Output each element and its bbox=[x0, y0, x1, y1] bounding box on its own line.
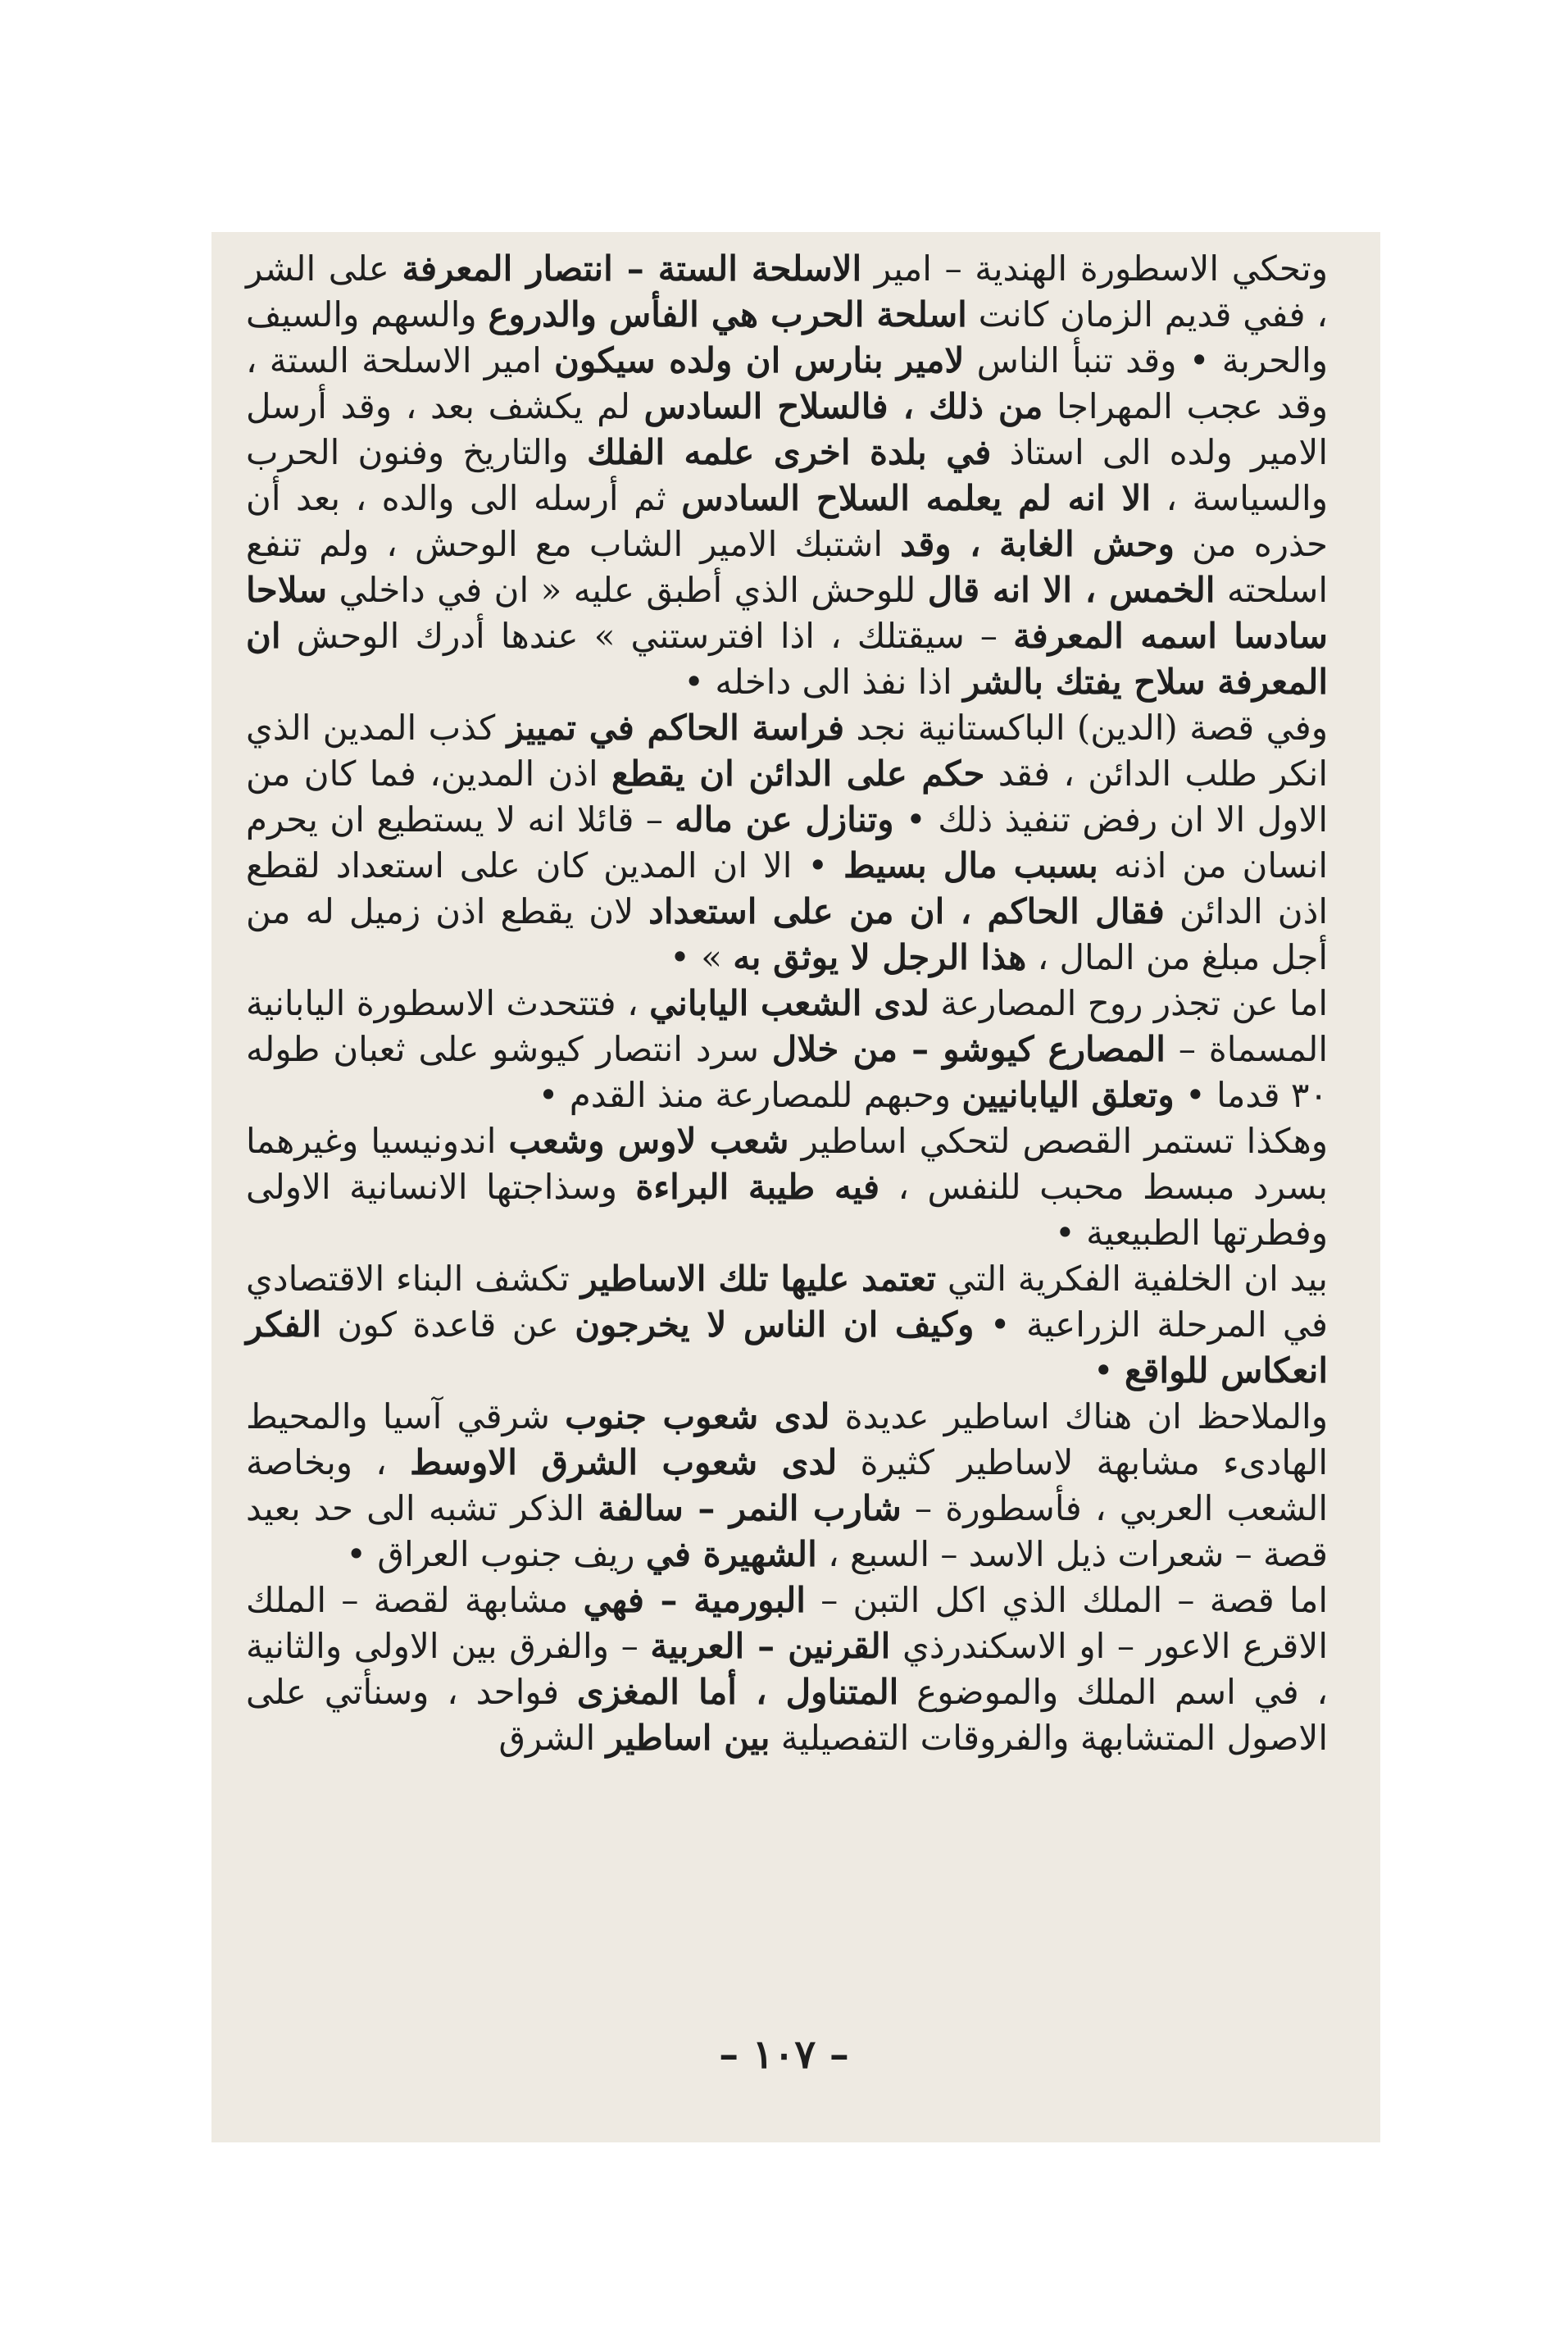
paragraph bbox=[246, 1256, 1328, 1394]
bold-text-segment: الشهيرة في bbox=[645, 1534, 817, 1574]
text-segment: للوحش الذي أطبق عليه « ان في داخلي bbox=[327, 570, 928, 610]
text-segment: امير الاسلحة الستة ، وقد عجب المهراجا bbox=[246, 340, 1328, 426]
text-segment: وفي قصة (الدين) الباكستانية نجد bbox=[844, 708, 1328, 748]
bold-text-segment: الفكر انعكاس للواقع bbox=[246, 1304, 1328, 1391]
bold-text-segment: من ذلك ، فالسلاح السادس bbox=[643, 386, 1043, 426]
paragraph bbox=[246, 1118, 1328, 1256]
text-segment: مشابهة لقصة – الملك الاقرع الاعور – او الاسكندرذي bbox=[246, 1580, 1328, 1666]
bold-text-segment: شارب النمر – سالفة bbox=[598, 1488, 902, 1528]
paragraph bbox=[246, 1577, 1328, 1761]
bold-text-segment: وتعلق اليابانيين bbox=[961, 1075, 1175, 1115]
text-segment: كذب المدين الذي انكر طلب الدائن ، فقد bbox=[246, 708, 1328, 794]
bold-text-segment: في بلدة اخرى علمه الفلك bbox=[586, 432, 992, 472]
text-segment: • الا ان المدين كان على استعداد لقطع اذن الدائن bbox=[246, 845, 1329, 931]
text-segment: الذكر تشبه الى حد بعيد قصة – شعرات ذيل الاسد – السبع ، bbox=[246, 1488, 1328, 1574]
text-segment: – قائلا انه لا يستطيع ان يحرم انسان من اذنه bbox=[246, 799, 1328, 885]
bold-text-segment: شعب لاوس وشعب bbox=[508, 1121, 789, 1161]
paragraph bbox=[246, 981, 1328, 1118]
text-segment: ريف جنوب العراق • bbox=[346, 1534, 646, 1574]
bold-text-segment: فقال الحاكم ، ان من على استعداد bbox=[648, 891, 1165, 931]
text-segment: اذا نفذ الى داخله • bbox=[684, 662, 964, 702]
bold-text-segment: الا انه لم يعلمه السلاح السادس bbox=[681, 478, 1151, 518]
text-segment: وتحكي الاسطورة الهندية – امير bbox=[861, 248, 1329, 289]
bold-text-segment: الخمس ، الا انه قال bbox=[927, 570, 1216, 610]
text-segment: تكشف البناء الاقتصادي في المرحلة الزراعية • bbox=[246, 1259, 1328, 1345]
bold-text-segment: المصارع كيوشو – من خلال bbox=[771, 1029, 1166, 1069]
paragraph bbox=[246, 1394, 1328, 1577]
text-segment: على الشر ، ففي قديم الزمان كانت bbox=[246, 248, 1328, 335]
bold-text-segment: بسبب مال بسيط bbox=[843, 845, 1098, 885]
text-segment: اشتبك الامير الشاب مع الوحش ، ولم تنفع اسلحته bbox=[246, 524, 1328, 610]
text-segment: لان يقطع اذن زميل له من أجل مبلغ من المال ، bbox=[246, 891, 1328, 977]
text-segment: والتاريخ وفنون الحرب والسياسة ، bbox=[246, 432, 1328, 518]
text-segment: اندونيسيا وغيرهما بسرد مبسط محبب للنفس ، bbox=[246, 1121, 1328, 1207]
text-segment: اذن المدين، فما كان من الاول الا ان رفض تنفيذ ذلك • bbox=[246, 753, 1328, 840]
text-segment: وحبهم للمصارعة منذ القدم • bbox=[538, 1075, 962, 1115]
text-segment: وسذاجتها الانسانية الاولى وفطرتها الطبيعية • bbox=[246, 1167, 1328, 1253]
bold-text-segment: ان المعرفة سلاح يفتك بالشر bbox=[246, 616, 1328, 702]
bold-text-segment: اسلحة الحرب هي الفأس والدروع bbox=[488, 294, 967, 335]
text-segment: » • bbox=[670, 937, 734, 977]
bold-text-segment: وكيف ان الناس لا يخرجون bbox=[575, 1304, 975, 1345]
text-segment: الشرق bbox=[498, 1718, 607, 1758]
text-segment: بيد ان الخلفية الفكرية التي bbox=[936, 1259, 1328, 1299]
bold-text-segment: بين اساطير bbox=[606, 1718, 770, 1758]
page-number: – ١٠٧ – bbox=[719, 2032, 849, 2078]
bold-text-segment: لدى شعوب جنوب bbox=[565, 1396, 830, 1436]
bold-text-segment: المتناول ، أما المغزى bbox=[576, 1672, 899, 1712]
bold-text-segment: هذا الرجل لا يوثق به bbox=[733, 937, 1027, 977]
bold-text-segment: فيه طيبة البراءة bbox=[635, 1167, 880, 1207]
body-text bbox=[246, 246, 1328, 1761]
bold-text-segment: البورمية – فهي bbox=[583, 1580, 806, 1620]
text-segment: شرقي آسيا والمحيط الهادىء مشابهة لاساطير كثيرة bbox=[246, 1396, 1328, 1482]
bold-text-segment: وحش الغابة ، وقد bbox=[900, 524, 1175, 564]
text-segment: والسهم والسيف والحربة • وقد تنبأ الناس bbox=[246, 294, 1328, 380]
text-segment: اما قصة – الملك الذي اكل التبن – bbox=[805, 1580, 1328, 1620]
text-segment: لم يكشف بعد ، وقد أرسل الامير ولده الى استاذ bbox=[246, 386, 1328, 472]
bold-text-segment: تعتمد عليها تلك الاساطير bbox=[580, 1259, 937, 1299]
text-segment: عن قاعدة كون bbox=[321, 1304, 575, 1345]
text-segment: – والفرق بين الاولى والثانية ، في اسم الملك والموضوع bbox=[246, 1626, 1329, 1712]
text-segment: ، فتتحدث الاسطورة اليابانية المسماة – bbox=[246, 983, 1329, 1069]
bold-text-segment: حكم على الدائن ان يقطع bbox=[611, 753, 985, 794]
text-segment: والملاحظ ان هناك اساطير عديدة bbox=[829, 1396, 1328, 1436]
text-segment: ثم أرسله الى والده ، بعد أن حذره من bbox=[246, 478, 1328, 564]
text-segment: – سيقتلك ، اذا افترستني » عندها أدرك الوحش bbox=[280, 616, 1014, 656]
text-segment: فواحد ، وسنأتي على الاصول المتشابهة والفروقات التفصيلية bbox=[246, 1672, 1328, 1758]
paragraph bbox=[246, 246, 1328, 705]
bold-text-segment: وتنازل عن ماله bbox=[675, 799, 894, 840]
text-segment: اما عن تجذر روح المصارعة bbox=[929, 983, 1328, 1023]
text-segment: وهكذا تستمر القصص لتحكي اساطير bbox=[789, 1121, 1329, 1161]
bold-text-segment: لامير بنارس ان ولده سيكون bbox=[554, 340, 965, 380]
bold-text-segment: لدى شعوب الشرق الاوسط bbox=[409, 1442, 838, 1482]
bold-text-segment: لدى الشعب الياباني bbox=[649, 983, 929, 1023]
paragraph bbox=[246, 705, 1328, 981]
text-segment: سرد انتصار كيوشو على ثعبان طوله ٣٠ قدما • bbox=[246, 1029, 1328, 1115]
bold-text-segment: الاسلحة الستة – انتصار المعرفة bbox=[402, 248, 862, 289]
bold-text-segment: فراسة الحاكم في تمييز bbox=[507, 708, 845, 748]
text-segment: • bbox=[1093, 1350, 1125, 1391]
text-segment: ، وبخاصة الشعب العربي ، فأسطورة – bbox=[246, 1442, 1328, 1528]
bold-text-segment: سلاحا سادسا اسمه المعرفة bbox=[246, 570, 1328, 656]
bold-text-segment: القرنين – العربية bbox=[650, 1626, 891, 1666]
